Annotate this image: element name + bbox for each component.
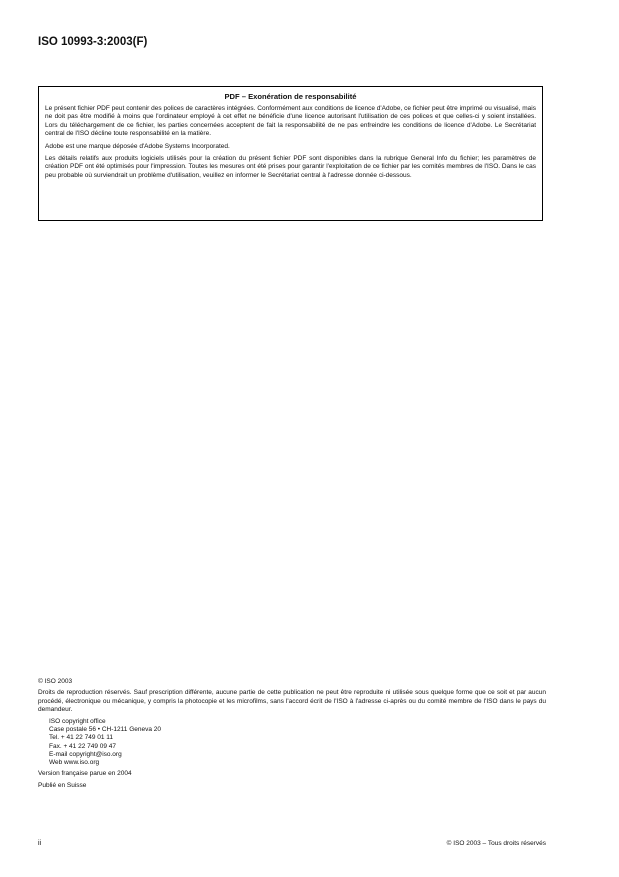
address-line: Tel. + 41 22 749 01 11	[49, 734, 114, 742]
copyright-section	[38, 678, 546, 793]
address-email: E-mail copyright@iso.org	[49, 750, 122, 758]
published-note: Publié en Suisse	[38, 781, 87, 789]
page-number: ii	[38, 840, 42, 847]
version-note: Version française parue en 2004	[38, 770, 132, 778]
footer-rights: © ISO 2003 – Tous droits réservés	[446, 840, 546, 847]
copyright-rights-text: Droits de reproduction réservés. Sauf prescription différente, aucune partie de cette publication ne peut être reproduite ni utilisée sous quelque forme que ce soit et par aucun procédé, électronique ou mécanique, y compris la photocopie et les microfilms, sans l'accord écrit de l'ISO à l'adresse ci-après ou du comité membre de l'ISO dans le pays du demandeur.	[38, 689, 546, 714]
address-web: Web www.iso.org	[49, 759, 100, 767]
address-line: Fax. + 41 22 749 09 47	[49, 742, 117, 750]
disclaimer-title: PDF – Exonération de responsabilité	[224, 92, 357, 101]
address-line: ISO copyright office	[49, 717, 106, 725]
document-id: ISO 10993-3:2003(F)	[38, 36, 148, 48]
address-line: Case postale 56 • CH-1211 Geneva 20	[49, 725, 162, 733]
copyright-symbol-line: © ISO 2003	[38, 678, 73, 685]
disclaimer-paragraph: Adobe est une marque déposée d'Adobe Systems Incorporated.	[45, 142, 230, 150]
copyright-office-address	[49, 718, 546, 768]
disclaimer-paragraph: Le présent fichier PDF peut contenir des polices de caractères intégrées. Conformément aux conditions de licence d'Adobe, ce fichier peut être imprimé ou visualisé, mais ne doit pas être modifié à moins que l'ordinateur employé à cet effet ne bénéficie d'une licence autorisant l'utilisation de ces polices et que celles-ci y soient installées. Lors du téléchargement de ce fichier, les parties concernées acceptent de fait la responsabilité de ne pas enfreindre les conditions de licence d'Adobe. Le Secrétariat central de l'ISO décline toute responsabilité en la matière.	[45, 105, 536, 138]
disclaimer-paragraph: Les détails relatifs aux produits logiciels utilisés pour la création du présent fichier PDF sont disponibles dans la rubrique General Info du fichier; les paramètres de création PDF ont été optimisés pour l'impression. Toutes les mesures ont été prises pour garantir l'exploitation de ce fichier par les comités membres de l'ISO. Dans le cas peu probable où surviendrait un problème d'utilisation, veuillez en informer le Secrétariat central à l'adresse donnée ci-dessous.	[45, 155, 536, 179]
pdf-disclaimer-box	[38, 86, 543, 221]
